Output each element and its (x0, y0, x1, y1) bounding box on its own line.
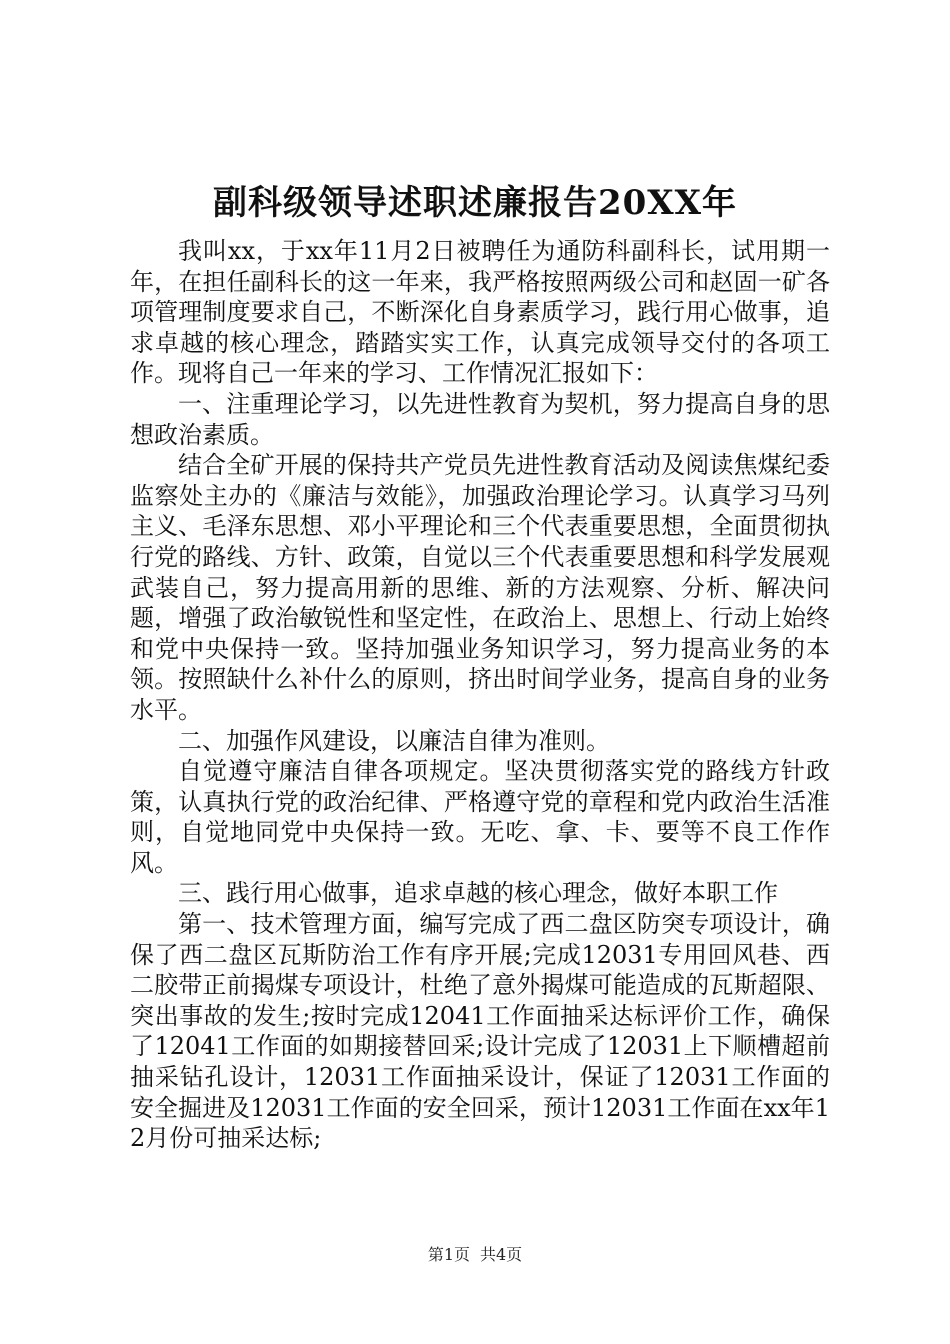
document-body (130, 236, 830, 1154)
paragraph-integrity: 自觉遵守廉洁自律各项规定。坚决贯彻落实党的路线方针政策，认真执行党的政治纪律、严格遵守党的章程和党内政治生活准则，自觉地同党中央保持一致。无吃、拿、卡、要等不良工作作风。 (130, 757, 830, 877)
document-title: 副科级领导述职述廉报告20XX年 (212, 183, 738, 223)
paragraph-intro: 我叫xx，于xx年11月2日被聘任为通防科副科长，试用期一年，在担任副科长的这一年来，我严格按照两级公司和赵固一矿各项管理制度要求自己，不断深化自身素质学习，践行用心做事，追求卓越的核心理念，踏踏实实工作，认真完成领导交付的各项工作。现将自己一年来的学习、工作情况汇报如下： (130, 237, 830, 388)
section-heading-1: 一、注重理论学习，以先进性教育为契机，努力提高自身的思想政治素质。 (130, 389, 830, 449)
section-heading-2: 二、加强作风建设，以廉洁自律为准则。 (178, 726, 610, 755)
paragraph-theory-study: 结合全矿开展的保持共产党员先进性教育活动及阅读焦煤纪委监察处主办的《廉洁与效能》，加强政治理论学习。认真学习马列主义、毛泽东思想、邓小平理论和三个代表重要思想，全面贯彻执行党的路线、方针、政策，自觉以三个代表重要思想和科学发展观武装自己，努力提高用新的思维、新的方法观察、分析、解决问题，增强了政治敏锐性和坚定性，在政治上、思想上、行动上始终和党中央保持一致。坚持加强业务知识学习，努力提高业务的本领。按照缺什么补什么的原则，挤出时间学业务，提高自身的业务水平。 (130, 451, 830, 724)
page-total: 共4页 (480, 1245, 523, 1264)
page-footer (0, 1244, 950, 1266)
section-heading-3: 三、践行用心做事，追求卓越的核心理念，做好本职工作 (178, 879, 778, 908)
page-number: 第1页 (427, 1245, 470, 1264)
paragraph-technical-management: 第一、技术管理方面，编写完成了西二盘区防突专项设计，确保了西二盘区瓦斯防治工作有序开展;完成12031专用回风巷、西二胶带正前揭煤专项设计，杜绝了意外揭煤可能造成的瓦斯超限、突出事故的发生;按时完成12041工作面抽采达标评价工作，确保了12041工作面的如期接替回采;设计完成了12031上下顺槽超前抽采钻孔设计，12031工作面抽采设计，保证了12031工作面的安全掘进及12031工作面的安全回采，预计12031工作面在xx年12月份可抽采达标; (130, 910, 830, 1153)
